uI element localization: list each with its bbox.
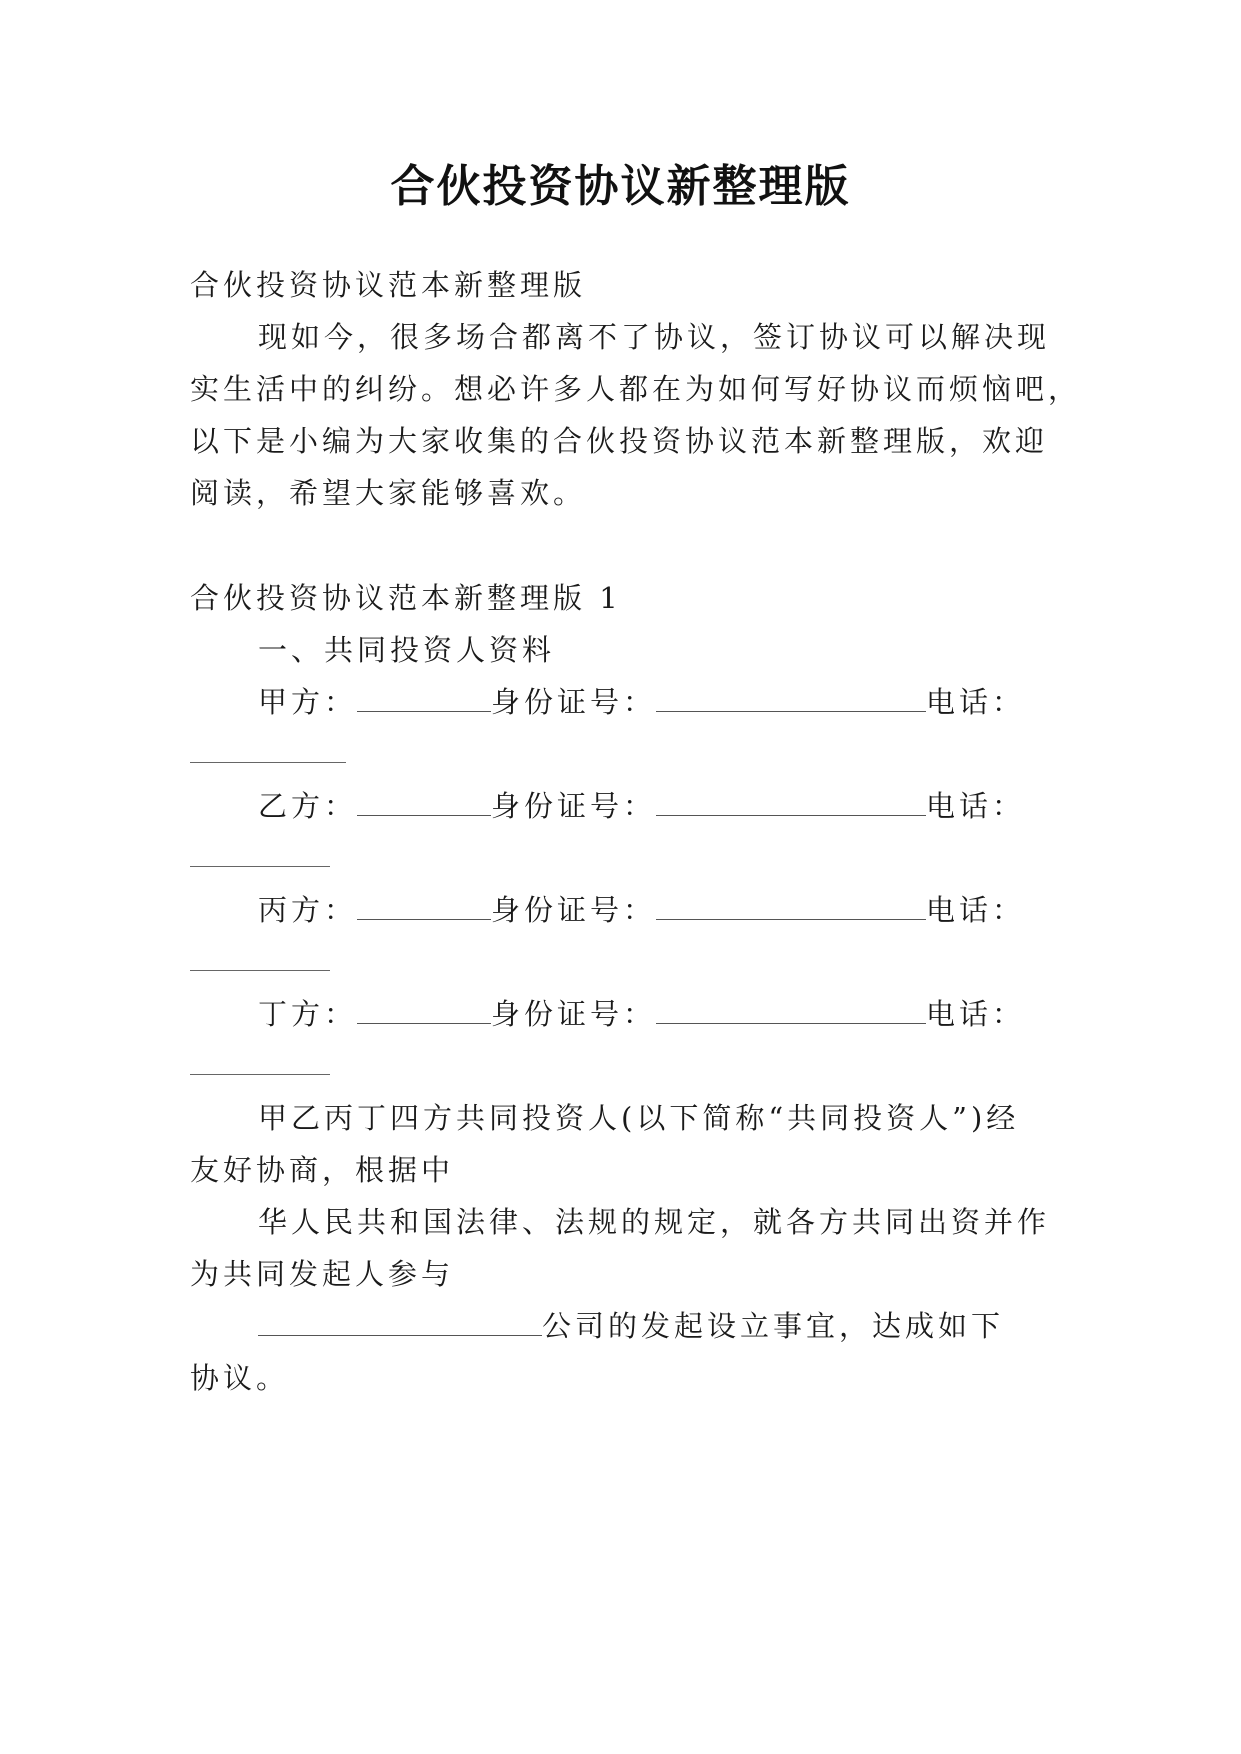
phone-label: 电话： — [926, 893, 1026, 927]
phone-label: 电话： — [926, 685, 1026, 719]
id-blank — [656, 689, 926, 712]
id-label: 身份证号： — [491, 997, 657, 1031]
party-name: 乙方： — [258, 789, 358, 823]
party-row-jia — [258, 682, 1025, 722]
body-p2-line-1: 华人民共和国法律、法规的规定，就各方共同出资并作 — [258, 1205, 1051, 1239]
document-subtitle: 合伙投资协议范本新整理版 — [190, 268, 587, 302]
phone-blank — [190, 866, 330, 867]
body-p1-line-2: 友好协商，根据中 — [190, 1153, 455, 1187]
party-row-yi — [258, 786, 1025, 826]
phone-blank — [190, 1074, 330, 1075]
phone-label: 电话： — [926, 789, 1026, 823]
section-heading: 合伙投资协议范本新整理版 1 — [190, 581, 622, 615]
party-name: 丙方： — [258, 893, 358, 927]
company-name-blank — [258, 1313, 542, 1336]
intro-line-4: 阅读，希望大家能够喜欢。 — [190, 476, 587, 510]
intro-line-3: 以下是小编为大家收集的合伙投资协议范本新整理版，欢迎 — [190, 424, 1049, 458]
intro-line-2: 实生活中的纠纷。想必许多人都在为如何写好协议而烦恼吧， — [190, 372, 1082, 406]
name-blank — [357, 1001, 491, 1024]
party-row-ding — [258, 994, 1025, 1034]
id-blank — [656, 897, 926, 920]
name-blank — [357, 793, 491, 816]
party-name: 甲方： — [258, 685, 358, 719]
id-label: 身份证号： — [491, 893, 657, 927]
phone-blank — [190, 762, 346, 763]
name-blank — [357, 689, 491, 712]
body-p3-suffix: 公司的发起设立事宜，达成如下 — [542, 1309, 1005, 1343]
section-subheading: 一、共同投资人资料 — [258, 633, 556, 667]
phone-label: 电话： — [926, 997, 1026, 1031]
body-p2-line-2: 为共同发起人参与 — [190, 1257, 455, 1291]
intro-line-1: 现如今，很多场合都离不了协议，签订协议可以解决现 — [258, 320, 1051, 354]
id-label: 身份证号： — [491, 789, 657, 823]
party-row-bing — [258, 890, 1025, 930]
id-label: 身份证号： — [491, 685, 657, 719]
body-p1-line-1: 甲乙丙丁四方共同投资人(以下简称“共同投资人”)经 — [258, 1101, 1020, 1135]
id-blank — [656, 1001, 926, 1024]
party-name: 丁方： — [258, 997, 358, 1031]
document-title: 合伙投资协议新整理版 — [390, 161, 851, 212]
phone-blank — [190, 970, 330, 971]
id-blank — [656, 793, 926, 816]
body-p3-line-2: 协议。 — [190, 1361, 290, 1395]
body-p3-line-1 — [258, 1306, 1004, 1346]
name-blank — [357, 897, 491, 920]
